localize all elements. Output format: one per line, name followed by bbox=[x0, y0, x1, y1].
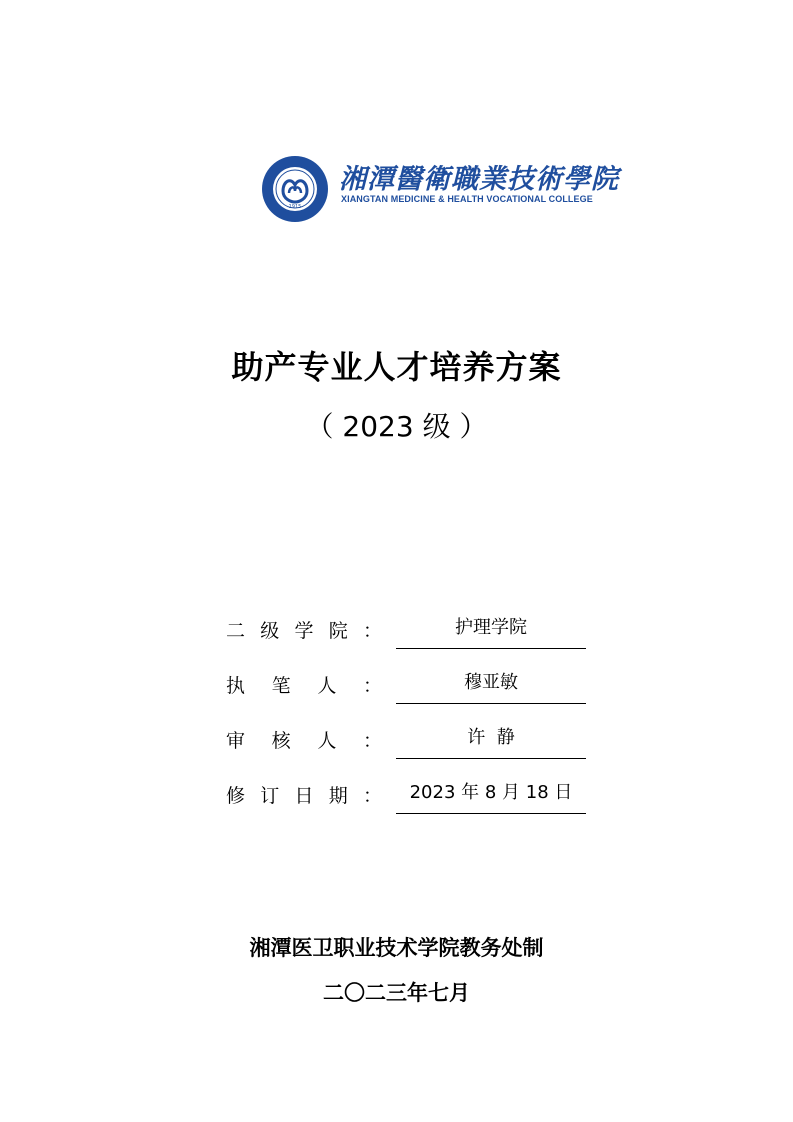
info-label: 审 核 人 ： bbox=[226, 730, 382, 752]
info-row-college bbox=[226, 612, 586, 667]
info-row-revision-date bbox=[226, 777, 586, 832]
info-label: 修 订 日 期 ： bbox=[226, 785, 382, 807]
college-name-cn: 湘潭醫衛職業技術學院 bbox=[339, 164, 619, 195]
info-value: 许 静 bbox=[396, 722, 586, 759]
info-label: 执 笔 人 ： bbox=[226, 675, 382, 697]
issue-date: 二〇二三年七月 bbox=[323, 980, 470, 1005]
info-row-author bbox=[226, 667, 586, 722]
college-logo bbox=[261, 155, 619, 225]
info-value: 护理学院 bbox=[396, 612, 586, 649]
info-value: 2023 年 8 月 18 日 bbox=[396, 777, 586, 814]
info-row-reviewer bbox=[226, 722, 586, 777]
issuer-line: 湘潭医卫职业技术学院教务处制 bbox=[249, 935, 544, 960]
document-subtitle: （ 2023 级 ） bbox=[305, 410, 488, 443]
college-name-en: XIANGTAN MEDICINE & HEALTH VOCATIONAL COLLEGE bbox=[341, 194, 593, 204]
info-table bbox=[226, 612, 586, 832]
document-title: 助产专业人才培养方案 bbox=[231, 348, 562, 386]
college-seal-icon bbox=[261, 155, 329, 223]
seal-year: 1915 bbox=[288, 204, 302, 210]
info-value: 穆亚敏 bbox=[396, 667, 586, 704]
info-label: 二 级 学 院 ： bbox=[226, 620, 382, 642]
